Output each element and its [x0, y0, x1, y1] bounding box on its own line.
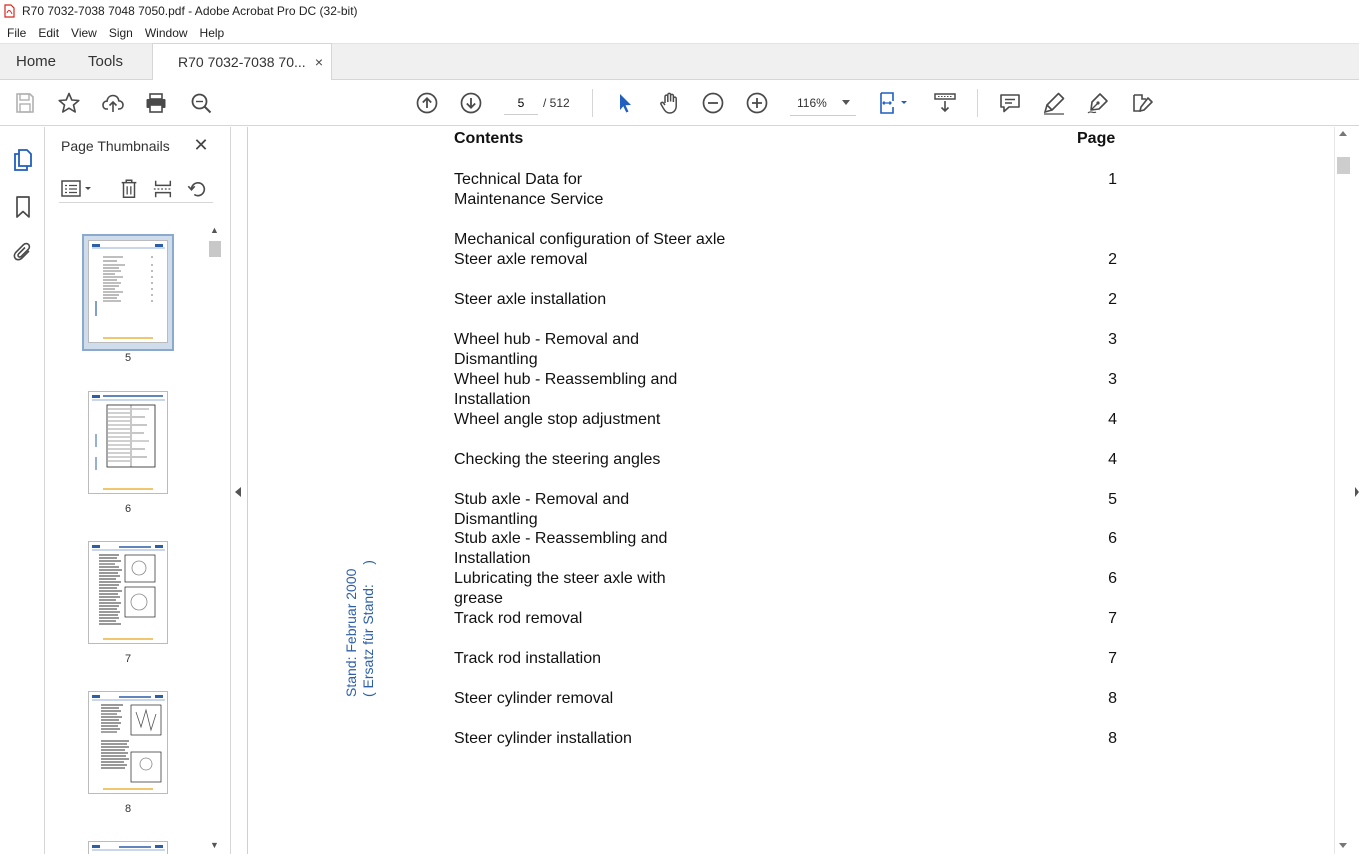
panel-toolbar [59, 175, 213, 203]
options-menu-icon[interactable] [59, 177, 95, 201]
toc-entry-page: 1 [1108, 171, 1117, 188]
toc-title-line: Track rod removal [454, 610, 583, 627]
toc-title-line: Steer axle installation [454, 291, 607, 308]
next-page-icon[interactable] [458, 90, 484, 116]
document-view[interactable] [231, 127, 1359, 854]
toc-entry-title [454, 569, 754, 609]
search-icon[interactable] [188, 90, 214, 116]
scroll-up-icon[interactable] [1339, 131, 1347, 136]
toc-entry-page: 8 [1108, 690, 1117, 707]
toc-entry-title [454, 490, 754, 530]
toc-entry-title [454, 170, 754, 210]
scroll-down-icon[interactable] [1339, 843, 1347, 848]
pdf-icon [4, 4, 15, 18]
toc-title-line: Lubricating the steer axle with [454, 570, 666, 587]
thumbnail-page-8[interactable] [88, 691, 168, 794]
pages-icon[interactable] [10, 147, 36, 173]
zoom-select[interactable] [790, 90, 856, 116]
toc-entry-title [454, 450, 754, 470]
highlight-icon[interactable] [1041, 90, 1067, 116]
toc-title-line: Steer axle removal [454, 251, 588, 268]
toc-entry-title [454, 290, 754, 310]
toc-entry-title [454, 729, 754, 749]
zoom-out-icon[interactable] [700, 90, 726, 116]
toc-title-line: Wheel angle stop adjustment [454, 411, 661, 428]
toc-entry-title [454, 410, 754, 430]
toc-entry-title [454, 689, 754, 709]
thumbnail-page-5[interactable] [88, 240, 168, 343]
comment-icon[interactable] [997, 90, 1023, 116]
toolbar-divider [592, 89, 593, 117]
menu-bar [0, 22, 1359, 43]
revision-replacement: ( Ersatz für Stand: ) [360, 560, 376, 697]
menu-help[interactable]: Help [199, 25, 225, 40]
attachment-icon[interactable] [10, 239, 36, 265]
thumbnail-page-7[interactable] [88, 541, 168, 644]
tab-home[interactable]: Home [16, 53, 57, 70]
fit-page-icon[interactable] [876, 90, 912, 116]
edit-icon[interactable] [1129, 90, 1155, 116]
toc-title-line: Wheel hub - Removal and [454, 331, 639, 348]
rotate-icon[interactable] [185, 177, 209, 201]
toc-entry-title [454, 370, 754, 410]
menu-edit[interactable]: Edit [38, 25, 60, 40]
tab-bar [0, 43, 1359, 80]
panel-title: Page Thumbnails [61, 138, 170, 154]
toc-title-line: Checking the steering angles [454, 451, 661, 468]
toc-entry-page: 6 [1108, 530, 1117, 547]
toc-title-line: Wheel hub - Reassembling and [454, 371, 678, 388]
chevron-down-icon [842, 100, 850, 105]
page-number-input[interactable] [504, 91, 538, 115]
window-title: R70 7032-7038 7048 7050.pdf - Adobe Acrobat Pro DC (32-bit) [22, 4, 358, 18]
toc-entry-page: 3 [1108, 331, 1117, 348]
toc-entry-title [454, 609, 754, 629]
toc-entry-page: 7 [1108, 610, 1117, 627]
collapse-panel-icon[interactable] [235, 487, 241, 497]
menu-view[interactable]: View [71, 25, 97, 40]
close-panel-icon[interactable]: ✕ [193, 135, 209, 155]
menu-file[interactable]: File [7, 25, 27, 40]
thumbnail-page-partial[interactable] [88, 841, 168, 854]
star-icon[interactable] [56, 90, 82, 116]
toc-entry-title [454, 529, 754, 569]
revision-date: Stand: Februar 2000 [343, 568, 359, 697]
toc-entry-title [454, 230, 754, 270]
thumbnail-label: 5 [124, 352, 132, 364]
sign-icon[interactable] [1085, 90, 1111, 116]
page-total: / 512 [543, 96, 570, 110]
thumbnails-panel [45, 127, 231, 854]
thumbnail-label: 8 [124, 803, 132, 815]
toc-title-line: Stub axle - Removal and [454, 491, 630, 508]
print-icon[interactable] [143, 90, 169, 116]
toc-entry-page: 6 [1108, 570, 1117, 587]
scroll-up-icon[interactable]: ▲ [210, 225, 219, 235]
contents-heading: Contents [454, 130, 524, 147]
expand-right-panel-icon[interactable] [1355, 487, 1359, 497]
toc-entry-page: 7 [1108, 650, 1117, 667]
toc-title-line: Steer cylinder installation [454, 730, 632, 747]
scroll-down-icon[interactable]: ▼ [210, 840, 219, 850]
bookmark-icon[interactable] [10, 194, 36, 220]
thumbnail-page-6[interactable] [88, 391, 168, 494]
toc-title-line: Track rod installation [454, 650, 602, 667]
hand-icon[interactable] [656, 90, 682, 116]
select-tool-icon[interactable] [612, 90, 638, 116]
document-scrollbar[interactable] [1334, 127, 1351, 854]
toc-title-line: Dismantling [454, 511, 538, 528]
revision-stamp [343, 560, 377, 697]
zoom-in-icon[interactable] [744, 90, 770, 116]
menu-sign[interactable]: Sign [108, 25, 133, 40]
toc-title-line: Technical Data for [454, 171, 583, 188]
toc-entry-page: 2 [1108, 291, 1117, 308]
toc-title-line: Stub axle - Reassembling and [454, 530, 668, 547]
toc-title-line: Dismantling [454, 351, 538, 368]
toc-entry-page: 5 [1108, 491, 1117, 508]
toolbar-divider [977, 89, 978, 117]
page-edge [247, 127, 248, 854]
insert-page-icon[interactable] [151, 177, 175, 201]
toc-entry-page: 4 [1108, 451, 1117, 468]
toc-title-line: Installation [454, 391, 531, 408]
toc-title-line: Steer cylinder removal [454, 690, 614, 707]
toc-title-line: Installation [454, 550, 531, 567]
save-icon[interactable] [12, 90, 38, 116]
thumbnail-label: 6 [124, 503, 132, 515]
toc-entry-page: 2 [1108, 251, 1117, 268]
toc-title-line: grease [454, 590, 503, 607]
toc-title-line: Mechanical configuration of Steer axle [454, 231, 726, 248]
scroll-thumb[interactable] [209, 241, 221, 257]
tab-document[interactable] [152, 43, 332, 81]
prev-page-icon[interactable] [414, 90, 440, 116]
toc-entry-title [454, 649, 754, 669]
toc-entry-page: 3 [1108, 371, 1117, 388]
scroll-thumb[interactable] [1337, 157, 1350, 174]
toc-title-line: Maintenance Service [454, 191, 604, 208]
navigation-rail [0, 127, 45, 854]
zoom-value: 116% [797, 95, 827, 110]
delete-page-icon[interactable] [117, 177, 141, 201]
tab-document-label: R70 7032-7038 70... [178, 54, 306, 70]
toc-entry-title [454, 330, 754, 370]
toc-entry-page: 8 [1108, 730, 1117, 747]
tab-tools[interactable]: Tools [88, 53, 124, 70]
upload-icon[interactable] [100, 90, 126, 116]
thumbnail-label: 7 [124, 653, 132, 665]
scroll-mode-icon[interactable] [932, 90, 958, 116]
close-tab-icon[interactable]: × [314, 54, 323, 70]
toc-entry-page: 4 [1108, 411, 1117, 428]
title-bar [0, 0, 1359, 22]
thumbnail-scrollbar[interactable] [208, 223, 222, 854]
page-column-heading: Page [1077, 130, 1116, 147]
menu-window[interactable]: Window [144, 25, 188, 40]
